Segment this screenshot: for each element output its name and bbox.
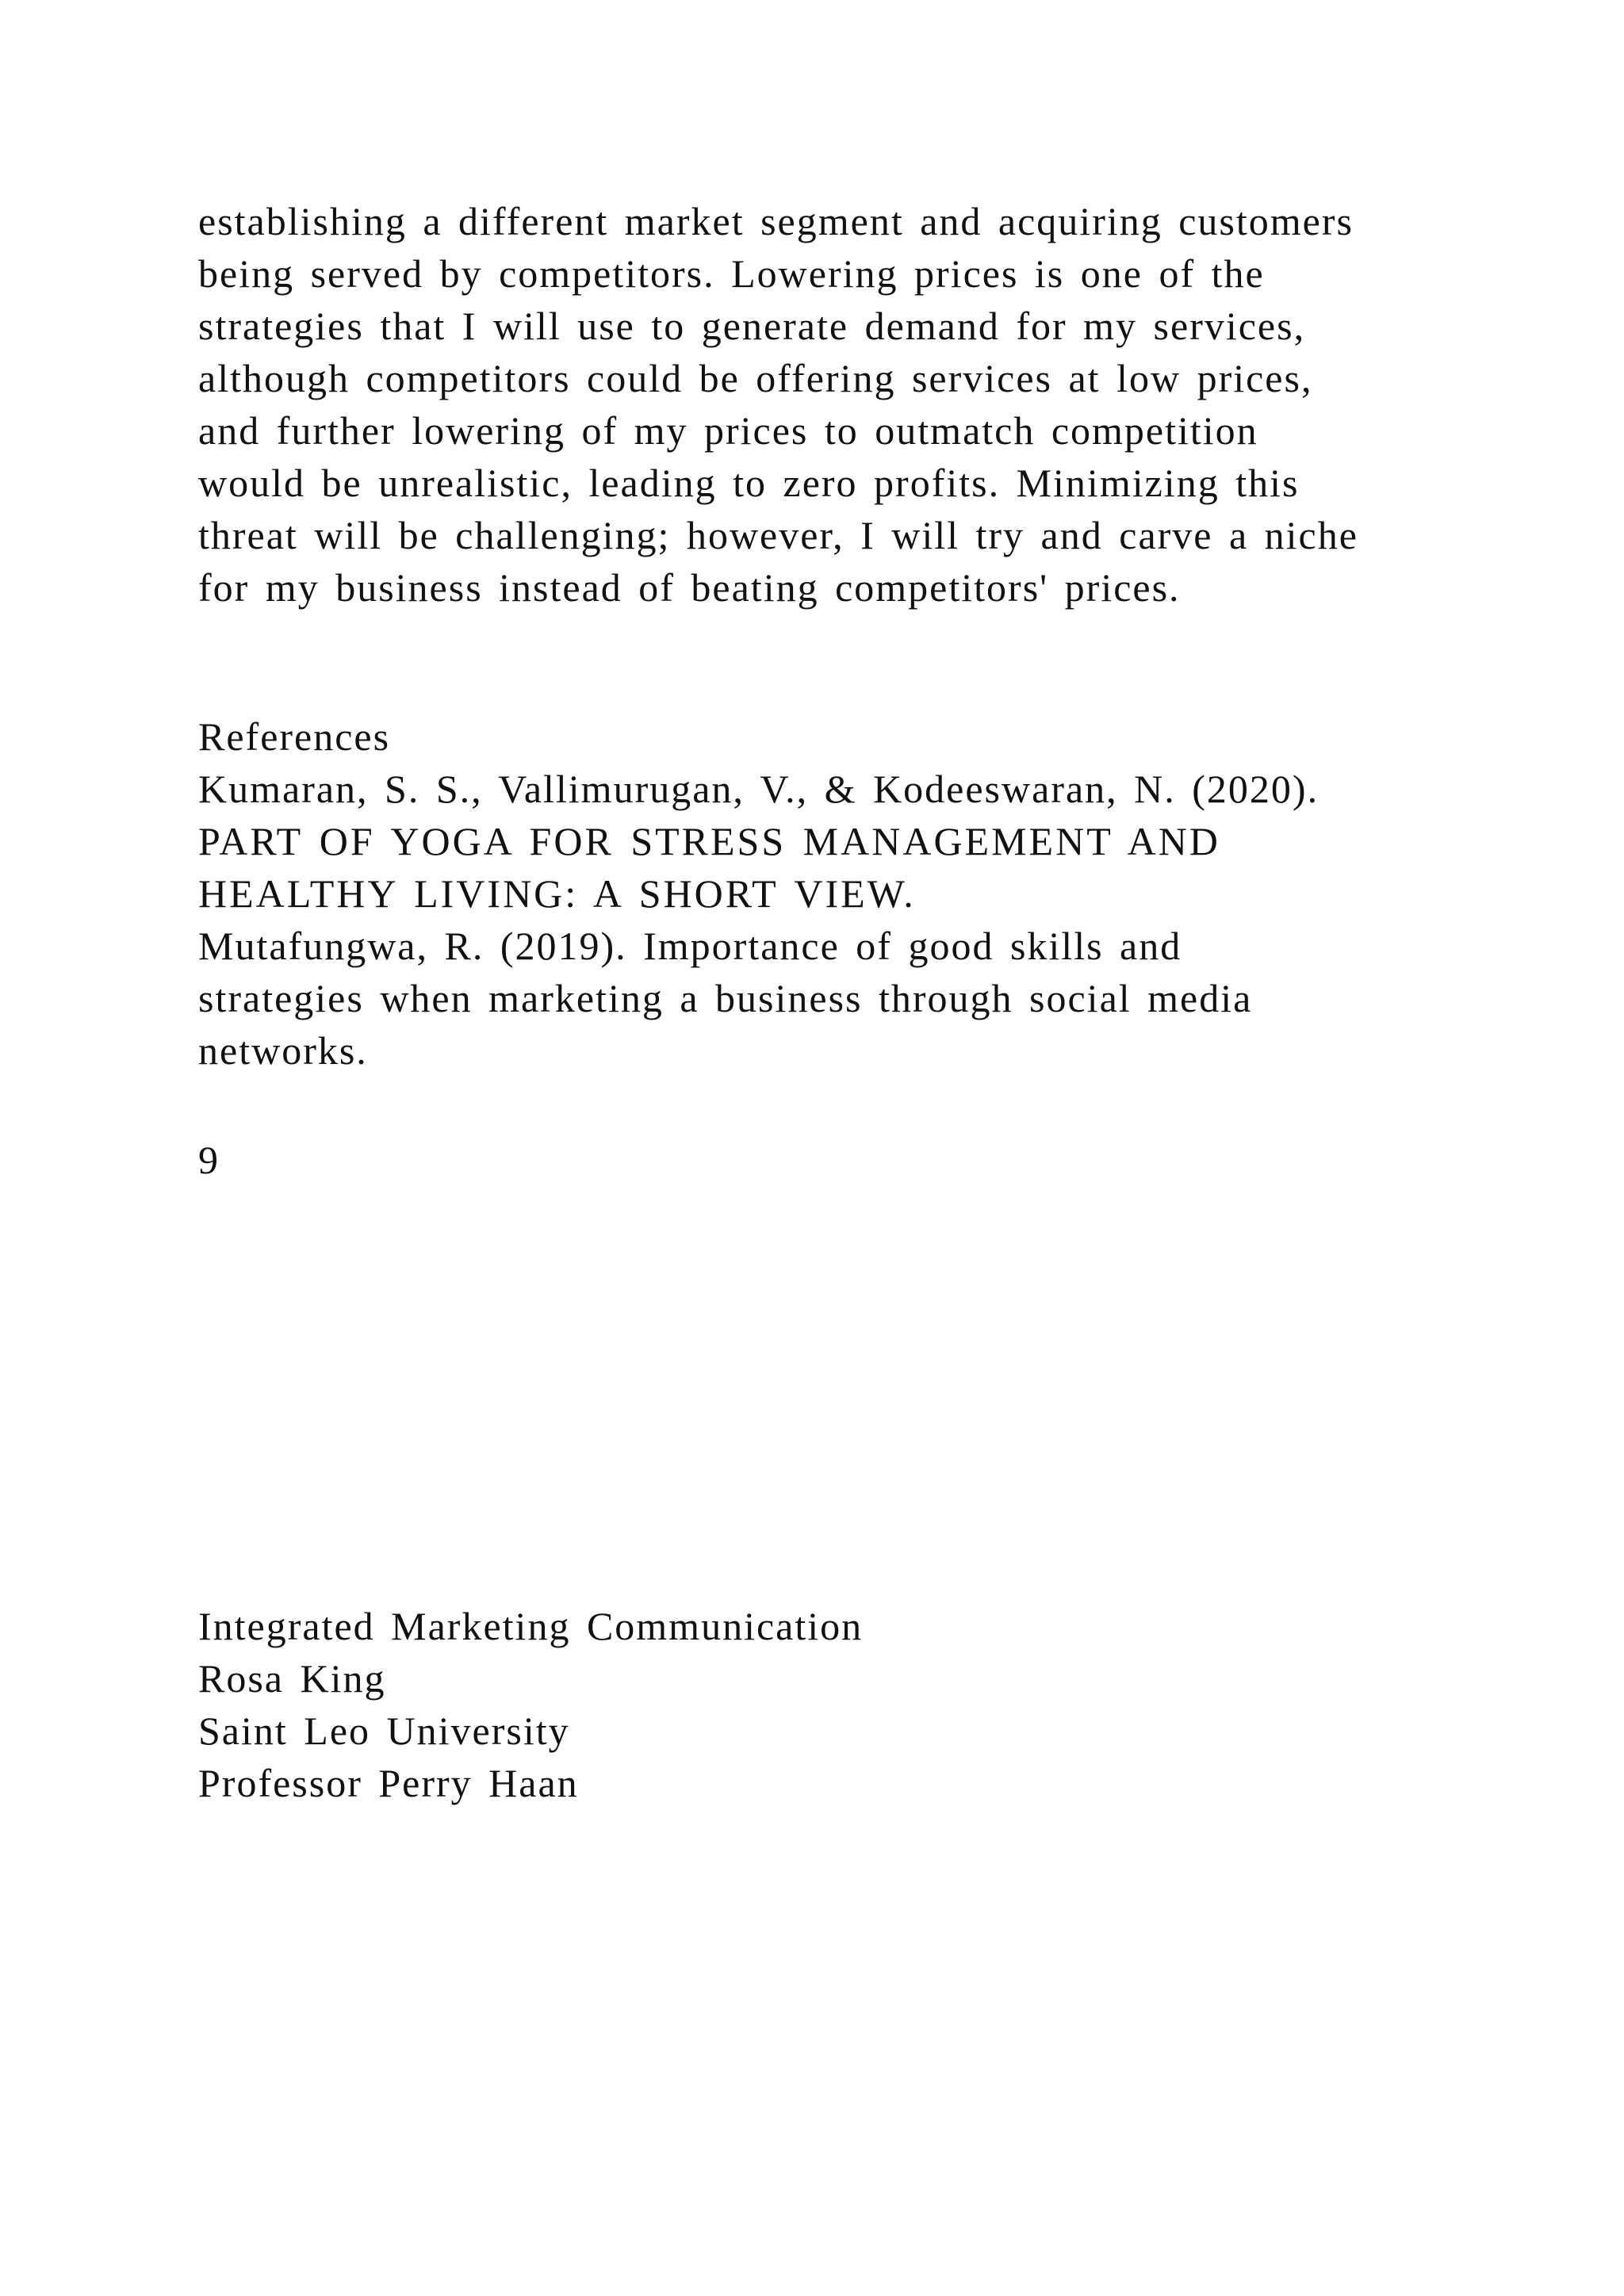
reference-line: HEALTHY LIVING: A SHORT VIEW. (198, 871, 916, 916)
references-heading: References (198, 714, 391, 759)
professor-name: Professor Perry Haan (198, 1761, 579, 1805)
reference-entry (198, 920, 1319, 1077)
institution-name: Saint Leo University (198, 1709, 570, 1753)
references-section (198, 710, 1319, 1077)
paragraph-line: strategies that I will use to generate demand for my services, (198, 304, 1306, 348)
author-name: Rosa King (198, 1656, 386, 1701)
paragraph-line: would be unrealistic, leading to zero profits. Minimizing this (198, 461, 1300, 505)
title-block (198, 1600, 863, 1809)
paragraph-line: for my business instead of beating competitors' prices. (198, 565, 1181, 610)
paragraph-line: and further lowering of my prices to outmatch competition (198, 408, 1258, 453)
paragraph-line: establishing a different market segment and acquiring customers (198, 199, 1354, 243)
reference-entry (198, 763, 1319, 920)
page-number: 9 (198, 1138, 220, 1182)
paragraph-line: threat will be challenging; however, I will try and carve a niche (198, 513, 1358, 557)
document-title: Integrated Marketing Communication (198, 1604, 864, 1648)
reference-line: Kumaran, S. S., Vallimurugan, V., & Kodeeswaran, N. (2020). (198, 767, 1320, 811)
paragraph-line: although competitors could be offering services at low prices, (198, 356, 1313, 400)
body-paragraph (198, 195, 1358, 614)
paragraph-line: being served by competitors. Lowering prices is one of the (198, 251, 1265, 296)
reference-line: strategies when marketing a business through social media (198, 976, 1253, 1020)
reference-line: Mutafungwa, R. (2019). Importance of good skills and (198, 924, 1182, 968)
reference-line: networks. (198, 1028, 368, 1073)
reference-line: PART OF YOGA FOR STRESS MANAGEMENT AND (198, 819, 1220, 863)
